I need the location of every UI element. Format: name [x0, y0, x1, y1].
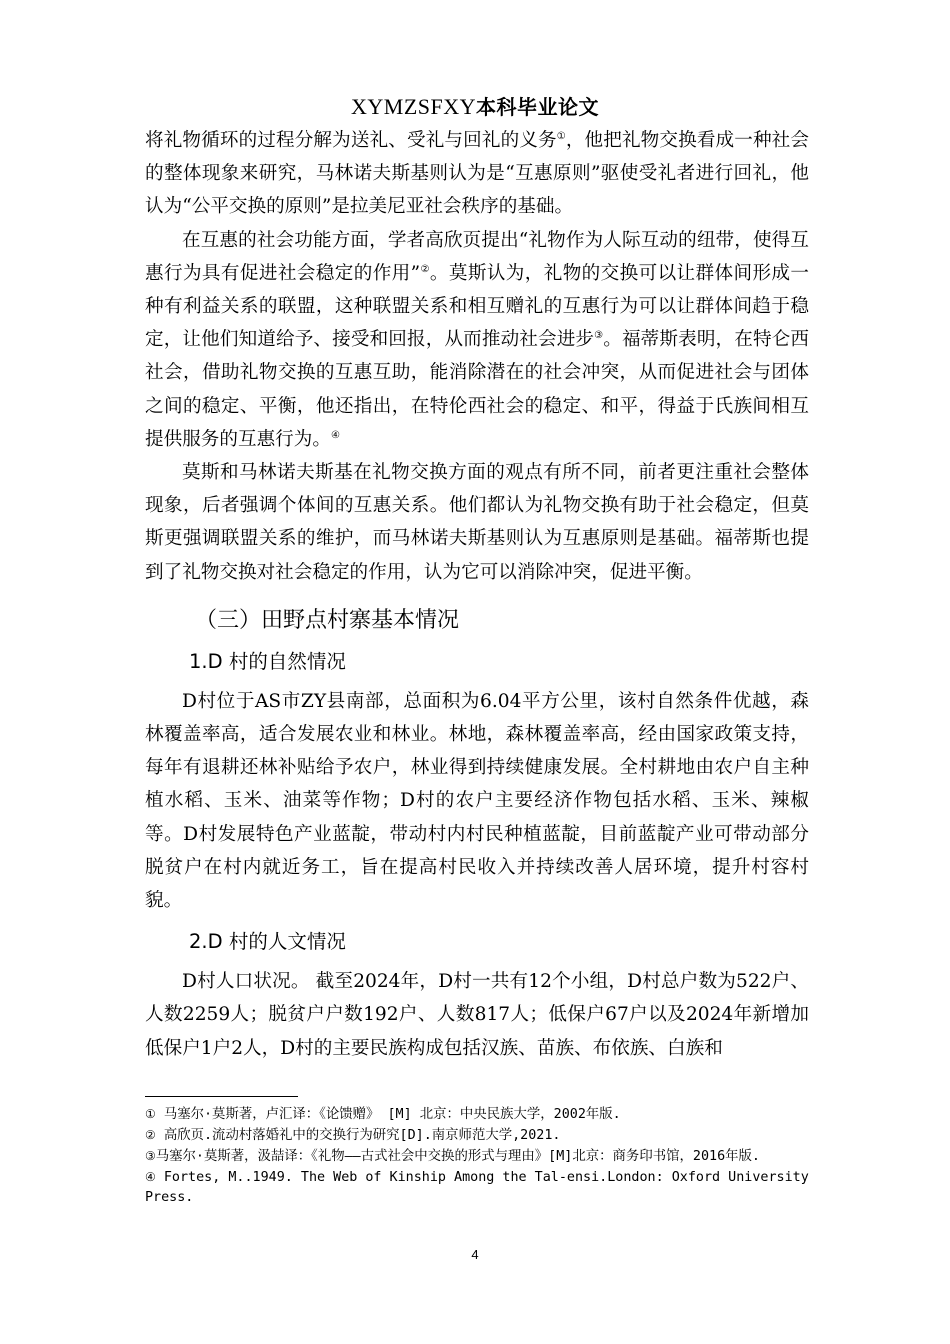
section-heading: （三）田野点村寨基本情况 [195, 607, 460, 633]
header-school-code: XYMZSFXY [350, 94, 477, 119]
paragraph-population: D村人口状况。 截至2024年，D村一共有12个小组，D村总户数为522户、人数2259人；脱贫户户数192户、人数817人；低保户67户以及2024年新增加低保户1户2人，D村的主要民族构成包括汉族、苗族、布依族、白族和 [145, 971, 809, 1059]
text-run: 。莫斯认为，礼物的交换可以让群体间形成一种有利益关系的联盟，这种联盟关系和相互赠礼的互惠行为可以让群体间趋于稳定，让他们知道给予、接受和回报，从而推动社会进步 [145, 262, 809, 351]
text-run: 。福蒂斯表明，在特仑西社会，借助礼物交换的互惠互助，能消除潜在的社会冲突，从而促进社会与团体之间的稳定、平衡，他还指出，在特伦西社会的稳定、和平，得益于氏族间相互提供服务的互惠行为。 [145, 329, 809, 450]
footnote-1 [145, 1104, 809, 1125]
footnote-mark: ② [145, 1128, 156, 1142]
paragraph-natural-conditions: D村位于AS市ZY县南部，总面积为6.04平方公里，该村自然条件优越，森林覆盖率高，适合发展农业和林业。林地，森林覆盖率高，经由国家政策支持，每年有退耕还林补贴给予农户，林业得到持续健康发展。全村耕地由农户自主种植水稻、玉米、油菜等作物；D村的农户主要经济作物包括水稻、玉米、辣椒等。D村发展特色产业蓝靛，带动村内村民种植蓝靛，目前蓝靛产业可带动部分脱贫户在村内就近务工，旨在提高村民收入并持续改善人居环境，提升村容村貌。 [145, 690, 809, 912]
footnote-ref-3[interactable]: ③ [594, 330, 604, 342]
subsection-heading-natural: 1.D 村的自然情况 [189, 649, 346, 673]
footnote-text: Fortes, M..1949. The Web of Kinship Among the Tal-ensi.London: Oxford University Press. [145, 1170, 809, 1205]
paragraph-comparison: 莫斯和马林诺夫斯基在礼物交换方面的观点有所不同，前者更注重社会整体现象，后者强调个体间的互惠关系。他们都认为礼物交换有助于社会稳定，但莫斯更强调联盟关系的维护，而马林诺夫斯基则认为互惠原则是基础。福蒂斯也提到了礼物交换对社会稳定的作用，认为它可以消除冲突，促进平衡。 [145, 462, 809, 583]
footnote-ref-1[interactable]: ① [556, 131, 566, 142]
subsection-heading-cultural: 2.D 村的人文情况 [189, 930, 346, 954]
footnote-ref-4[interactable]: ④ [330, 429, 340, 441]
paragraph-gift-cycle [145, 124, 809, 224]
page-number: 4 [471, 1247, 479, 1262]
running-header [0, 94, 950, 120]
footnote-text: 马塞尔·莫斯著，卢汇译：《论馈赠》 [M] 北京：中央民族大学，2002年版. [155, 1107, 621, 1122]
text-run: ，他把礼物交换看成一种社会的整体现象来研究，马林诺夫斯基则认为是“互惠原则”驱使受礼者进行回礼，他认为“公平交换的原则”是拉美尼亚社会秩序的基础。 [145, 130, 809, 218]
footnote-4 [145, 1167, 809, 1208]
footnote-mark: ④ [145, 1170, 156, 1184]
text-run: 在互惠的社会功能方面，学者高欣页提出“礼物作为人际互动的纽带，使得互惠行为具有促进社会稳定的作用” [145, 229, 809, 284]
footnote-text: 高欣页.流动村落婚礼中的交换行为研究[D].南京师范大学,2021. [155, 1128, 561, 1143]
paragraph-reciprocity-function [145, 224, 809, 456]
text-run: 将礼物循环的过程分解为送礼、受礼与回礼的义务 [145, 130, 557, 151]
footnote-3 [145, 1146, 809, 1167]
footnote-text: 马塞尔·莫斯著，汲喆译：《礼物——古式社会中交换的形式与理由》[M]北京：商务印书馆，2016年版. [155, 1149, 760, 1164]
footnote-mark: ① [145, 1107, 156, 1121]
footnotes [145, 1104, 809, 1208]
footnote-2 [145, 1125, 809, 1146]
header-thesis-label: 本科毕业论文 [476, 95, 600, 119]
footnote-mark: ③ [145, 1149, 156, 1163]
footnote-ref-2[interactable]: ② [420, 263, 430, 275]
footnote-separator [145, 1096, 298, 1097]
body-text [145, 124, 809, 1065]
